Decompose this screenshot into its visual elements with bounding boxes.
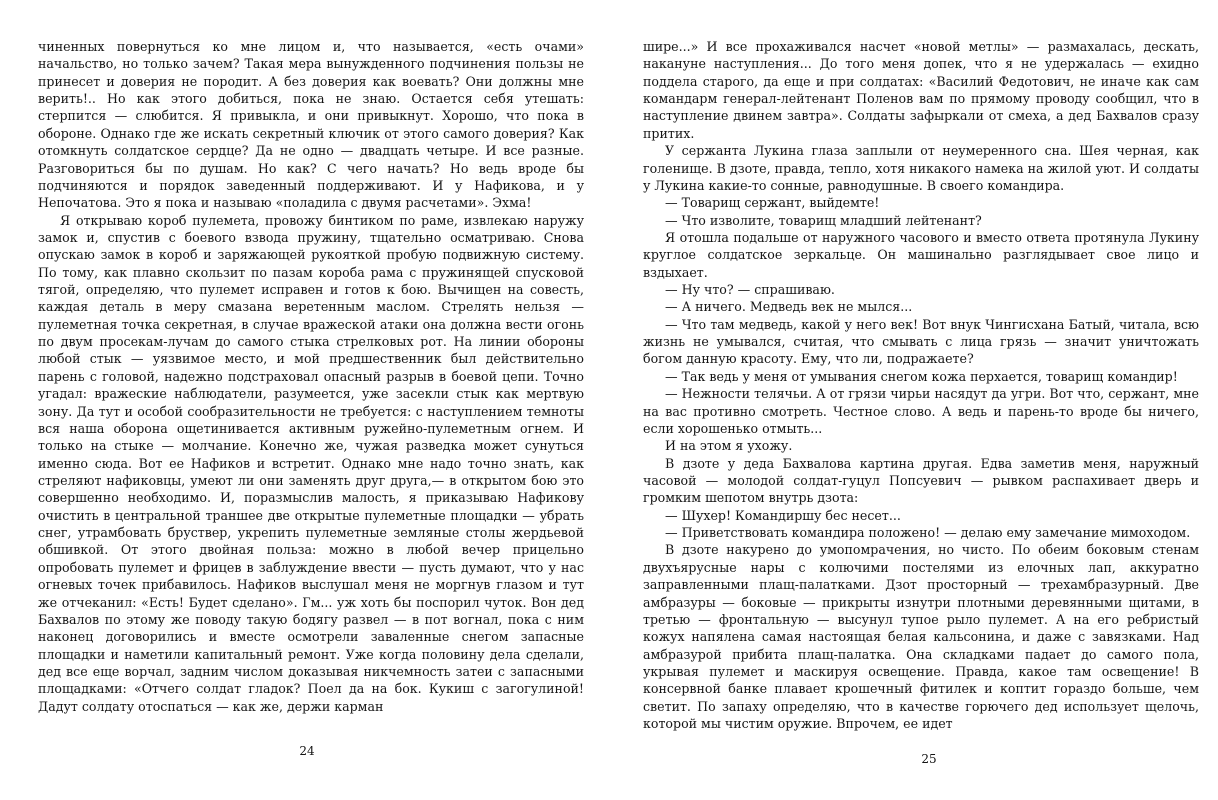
dialogue-line: — Приветствовать командира положено! — делаю ему замечание мимоходом. [665, 525, 1191, 541]
paragraph: И на этом я ухожу. [665, 438, 793, 454]
dialogue-line: — Ну что? — спрашиваю. [665, 282, 835, 298]
dialogue-line: — Шухер! Командиршу бес несет... [665, 507, 901, 523]
dialogue-line: — Нежности телячьи. А от грязи чирьи насядут да угри. Вот что, сержант, мне на вас противно смотреть. Честное слово. А ведь и парень-то вроде бы ничего, если хорошенько отмыть... [643, 386, 1199, 436]
paragraph: У сержанта Лукина глаза заплыли от неумеренного сна. Шея черная, как голенище. В дзоте, правда, тепло, хотя никакого намека на жилой уют. И солдаты у Лукина какие-то сонные, равнодушные. В своего командира. [643, 143, 1199, 193]
dialogue-line: — А ничего. Медведь век не мылся... [665, 299, 913, 315]
dialogue-line: — Что там медведь, какой у него век! Вот внук Чингисхана Батый, читала, всю жизнь не умывался, считая, что смывать с лица грязь — значит уничтожать богом данную красоту. Ему, что ли, подражаете? [643, 316, 1199, 367]
paragraph: Я открываю короб пулемета, провожу бинтиком по раме, извлекаю наружу замок и, спустив с боевого взвода пружину, тщательно осматриваю. Снова опускаю замок в короб и заряжающей рукояткой пробую подвижную систему. По тому, как плавно скользит по пазам короба рама с пружинящей спусковой тягой, определяю, что пулемет исправен и готов к бою. Вычищен на совесть, каждая деталь в меру смазана веретенным маслом. Стрелять нельзя — пулеметная точка секретная, в случае вражеской атаки она должна вести огонь по двум просекам-лучам до самого стыка стрелковых рот. На линии обороны любой стык — уязвимое место, и мой предшественник был действительно парень с головой, надежно подстраховал опасный разрыв в боевой цепи. Точно угадал: вражеские наблюдатели, разумеется, уже засекли стык как мертвую зону. Да тут и особой сообразительности не требуется: с наступлением темноты вся наша оборона ощетинивается активным ружейно-пулеметным огнем. И только на стыке — молчание. Конечно же, чужая разведка может сунуться именно сюда. Вот ее Нафиков и встретит. Однако мне надо точно знать, как стреляют нафиковцы, умеют ли они заменять друг друга,— в открытом бою это совершенно необходимо. И, поразмыслив малость, я приказываю Нафикову очистить в центральной траншее две открытые пулеметные площадки — убрать снег, утрамбовать бруствер, укрепить пулеметные земляные столы жердьевой обшивкой. От этого двойная польза: можно в любой вечер прицельно опробовать пулемет и фрицев в заблуждение ввести — пусть думают, что у нас огневых точек прибавилось. Нафиков выслушал меня не моргнув глазом и тут же отчеканил: «Есть! Будет сделано». Гм... уж хоть бы поспорил чуток. Вон дед Бахвалов по этому же поводу такую бодягу развел — в пот вогнал, пока с ним наконец договорились и вместе осмотрели заваленные снегом запасные площадки и наметили капитальный ремонт. Уже когда половину дела сделали, дед все еще ворчал, задним числом доказывая никчемность затеи с запасными площадками: «Отчего солдат гладок? Поел да на бок. Кукиш с загогулиной! Дадут солдату отоспаться — как же, держи карман [38, 212, 584, 714]
dialogue-line: — Так ведь у меня от умывания снегом кожа перхается, товарищ командир! [665, 368, 1178, 384]
paragraph: чиненных повернуться ко мне лицом и, что называется, «есть очами» начальство, но только зачем? Такая мера вынужденного подчинения пользы не принесет и доверия не породит. А без доверия как воевать? Они должны мне верить!.. Но как этого добиться, пока не знаю. Остается себя утешать: стерпится — слюбится. Я привыкла, и они привыкнут. Хорошо, что пока в обороне. Однако где же искать секретный ключик от этого самого доверия? Как отомкнуть солдатское сердце? Да не одно — двадцать четыре. И все разные. Разговориться бы по душам. Но как? С чего начать? Но ведь вроде бы подчиняются и порядок заведенный поддерживают. И у Нафикова, и у Непочатова. Это я пока и называю «поладила с двумя расчетами». Эхма! [38, 39, 584, 211]
page-number: 24 [299, 744, 315, 758]
paragraph: В дзоте накурено до умопомрачения, но чисто. По обеим боковым стенам двухъярусные нары с колючими постелями из елочных лап, аккуратно заправленными плащ-палатками. Дзот просторный — трехамбразурный. Две амбразуры — боковые — прикрыты изнутри плотными деревянными щитами, в третью — фронтальную — высунул тупое рыло пулемет. А на его ребристый кожух напялена самая настоящая белая кальсонина, и даже с завязками. Над амбразурой прибита плащ-палатка. Она складками падает до самого пола, укрывая пулемет и маскируя освещение. Правда, какое там освещение! В консервной банке плавает крошечный фитилек и коптит гораздо больше, чем светит. По запаху определяю, что в качестве горючего дед использует щелочь, которой мы чистим оружие. Впрочем, ее идет [643, 542, 1199, 732]
right-page-text [643, 38, 1199, 732]
paragraph: шире...» И все прохаживался насчет «новой метлы» — размахалась, дескать, накануне наступления... До того меня допек, что я не удержалась — ехидно поддела старого, да еще и при солдатах: «Василий Федотович, не иначе как сам командарм генерал-лейтенант Поленов вам по прямому проводу сообщил, что в наступление двинем завтра». Солдаты зафыркали от смеха, а дед Бахвалов сразу притих. [643, 39, 1199, 141]
dialogue-line: — Что изволите, товарищ младший лейтенант? [665, 212, 982, 228]
left-page-text [38, 38, 584, 715]
right-page [609, 0, 1218, 800]
page-number: 25 [921, 752, 937, 766]
paragraph: Я отошла подальше от наружного часового и вместо ответа протянула Лукину круглое солдатское зеркальце. Он машинально разглядывает свое лицо и вздыхает. [643, 229, 1199, 280]
paragraph: В дзоте у деда Бахвалова картина другая. Едва заметив меня, наружный часовой — молодой солдат-гуцул Попсуевич — рывком распахивает дверь и громким шепотом внутрь дзота: [643, 455, 1199, 506]
dialogue-line: — Товарищ сержант, выйдемте! [665, 195, 880, 211]
